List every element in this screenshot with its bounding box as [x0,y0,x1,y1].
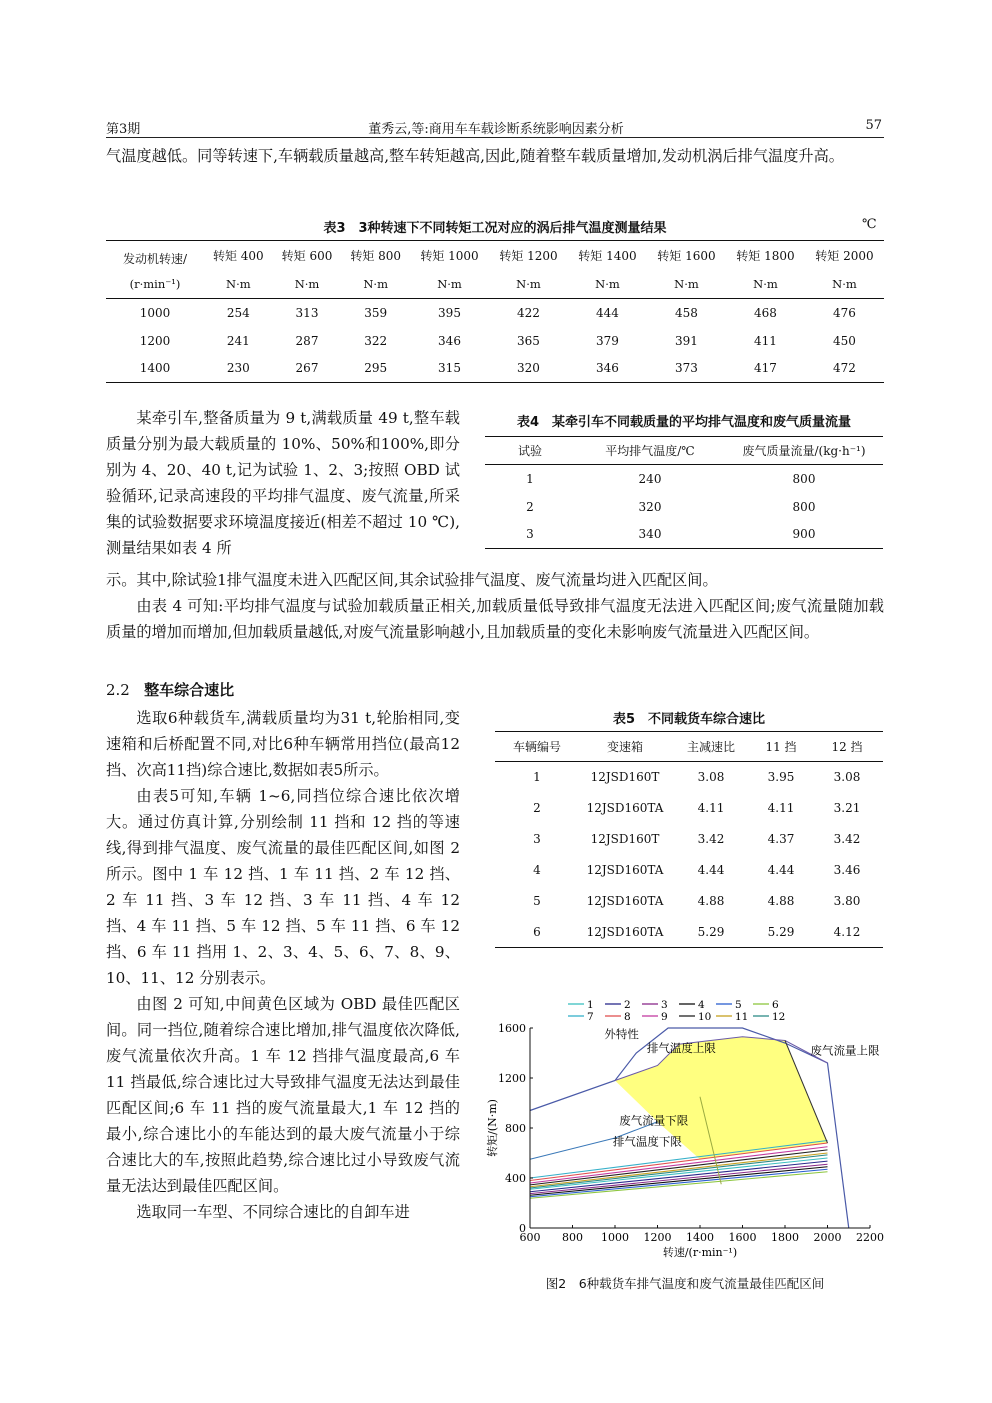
table-row [495,793,883,824]
table-row [106,299,884,327]
table-cell: 6 [533,924,541,939]
table3-header-col: 转矩 1000 [420,249,479,264]
table-cell: 3.46 [833,863,861,877]
table-cell: 458 [675,305,698,320]
series-line-9 [530,1147,828,1183]
legend-label-9: 9 [661,1011,668,1023]
table-row [495,762,883,793]
table-cell: 379 [596,333,619,348]
x-tick-label: 600 [519,1231,541,1244]
table-cell: 313 [295,305,319,320]
table3-header-col: 转矩 2000 [815,249,874,264]
legend-label-6: 6 [772,999,779,1011]
table4-header: 平均排气温度/℃ [605,444,695,458]
table4 [485,436,883,549]
table-cell: 900 [792,527,816,542]
series-line-8 [530,1143,828,1181]
table-cell: 4.11 [767,801,795,815]
table3-col-unit: N·m [516,277,541,292]
section-heading [106,679,234,700]
figure2-caption: 图2 6种载货车排气温度和废气流量最佳匹配区间 [545,1276,825,1291]
table-cell: 1000 [139,305,171,320]
table-cell: 391 [675,333,698,348]
paragraph-table5-analysis: 由表5可知,车辆 1~6,同挡位综合速比依次增大。通过仿真计算,分别绘制 11 挡和 12 挡的等速线,得到排气温度、废气流量的最佳匹配区间,如图 2 所示。图中 1 车 12 挡、1 车 11 挡、2 车 12 挡、2 车 11 挡、3 车 12 挡、3 车 11 挡、4 车 12 挡、4 车 11 挡、5 车 12 挡、5 车 11 挡、6 车 12 挡、6 车 11 挡用 1、2、3、4、5、6、7、8、9、10、11、12 分别表示。 [106,787,460,987]
table5-header: 变速箱 [606,740,643,754]
table3-header-col: 转矩 1400 [578,249,637,264]
table-cell: 12JSD160T [590,832,660,846]
table-cell: 4.88 [697,894,725,908]
legend-label-12: 12 [772,1011,786,1023]
table3-header-col: 转矩 1800 [736,249,795,264]
legend-label-1: 1 [587,999,594,1011]
table3-col-unit: N·m [595,277,620,292]
table5-header: 车辆编号 [512,740,561,754]
x-tick-label: 2000 [813,1231,842,1244]
table-cell: 468 [753,305,777,320]
table-cell: 450 [833,333,856,348]
table-row [495,886,883,917]
table-cell: 3.80 [833,894,861,908]
x-tick-label: 800 [562,1231,583,1244]
table-row [106,355,884,383]
header-rule [106,137,884,138]
table-cell: 12JSD160TA [586,801,664,815]
table3-caption: 表3 3种转速下不同转矩工况对应的涡后排气温度测量结果 [323,221,667,236]
table-row [485,521,883,549]
table-cell: 1200 [139,333,171,348]
table-row [485,493,883,521]
y-tick-label: 400 [505,1172,526,1185]
x-tick-label: 1000 [601,1231,629,1244]
table-cell: 254 [226,305,250,320]
table3-header-col: 转矩 800 [350,249,402,264]
table-cell: 12JSD160TA [586,924,664,939]
table-cell: 4 [533,863,541,877]
paragraph-table4-result: 示。其中,除试验1排气温度未进入匹配区间,其余试验排气温度、废气流量均进入匹配区间。 由表 4 可知:平均排气温度与试验加载质量正相关,加载质量低导致排气温度无法进入匹配区间;废气流量随加载质量的增加而增加,但加载质量越低,对废气流量影响越小,且加载质量的变化未影响废气流量进入匹配区间。 [106,571,884,641]
table-cell: 3 [533,832,541,846]
section-title: 整车综合速比 [144,681,235,699]
table-cell: 3.08 [833,770,861,785]
table-cell: 3.21 [833,801,861,815]
table-cell: 4.44 [697,863,725,877]
table-row [485,465,883,493]
table-cell: 422 [517,305,540,320]
table3 [106,240,884,383]
table-cell: 3.42 [833,832,861,846]
table3-col-unit: N·m [294,277,320,292]
series-line-10 [530,1150,828,1185]
table-row [495,855,883,886]
table-cell: 2 [526,499,534,514]
left-column-text [106,705,460,1225]
legend-label-4: 4 [698,999,705,1011]
table-cell: 5.29 [697,924,725,939]
table-cell: 267 [295,361,319,376]
table-cell: 4.88 [767,894,795,908]
table-cell: 800 [792,471,816,486]
legend-label-7: 7 [587,1011,594,1023]
table-cell: 315 [438,361,461,376]
x-tick-label: 1200 [643,1231,672,1244]
table3-col-unit: N·m [832,277,857,292]
annotation-exhaust-lower: 排气温度下限 [612,1134,682,1149]
table-cell: 4.12 [833,924,861,939]
y-tick-label: 0 [519,1222,526,1235]
table3-header-col: 转矩 1600 [657,249,716,264]
section-number: 2.2 [106,681,130,699]
table-cell: 5.29 [767,924,795,939]
series-line-3 [530,1164,828,1193]
y-tick-label: 1600 [498,1022,526,1035]
series-line-2 [530,1161,828,1192]
table5-caption: 表5 不同载货车综合速比 [612,712,766,727]
table-cell: 230 [226,361,250,376]
table5 [495,731,883,948]
table3-col-unit: N·m [363,277,388,292]
table-cell: 12JSD160T [590,770,660,785]
table3-col-unit: N·m [226,277,251,292]
table-cell: 800 [792,499,816,514]
table-row [495,917,883,948]
table3-header-speed-unit: (r·min⁻¹) [129,277,181,292]
legend-label-8: 8 [624,1011,631,1023]
paragraph-dumptruck: 选取同一车型、不同综合速比的自卸车进 [136,1203,410,1221]
table-cell: 3.95 [767,770,795,785]
table-cell: 444 [596,305,619,320]
running-title: 董秀云,等:商用车车载诊断系统影响因素分析 [368,122,624,137]
table-cell: 4.44 [767,863,795,877]
paragraph-selection: 选取6种载货车,满载质量均为31 t,轮胎相同,变速箱和后桥配置不同,对比6种车辆常用挡位(最高12挡、次高11挡)综合速比,数据如表5所示。 [106,709,460,779]
x-tick-label: 2200 [856,1231,884,1244]
table-cell: 12JSD160TA [586,863,664,877]
annotation-flow-lower: 废气流量下限 [619,1113,689,1128]
annotation-flow-upper: 废气流量上限 [810,1043,880,1058]
table-cell: 346 [438,333,461,348]
table-cell: 12JSD160TA [586,894,664,908]
table-cell: 411 [753,333,777,348]
table-cell: 395 [438,305,461,320]
table3-col-unit: N·m [674,277,699,292]
legend-label-10: 10 [698,1011,712,1023]
annotation-exhaust-upper: 排气温度上限 [646,1040,716,1055]
table-cell: 340 [638,527,662,542]
table4-header: 试验 [517,444,542,458]
table-cell: 295 [364,361,388,376]
page-number: 57 [865,118,882,133]
table-cell: 1 [526,471,534,486]
table5-header: 主减速比 [686,740,735,754]
table3-header-col: 转矩 600 [281,249,333,264]
annotation-external: 外特性 [604,1027,639,1041]
x-tick-label: 1400 [686,1231,714,1244]
table-cell: 3 [526,527,534,542]
figure2-chart [480,992,890,1272]
table-cell: 287 [295,333,319,348]
table3-col-unit: N·m [753,277,778,292]
table-cell: 4.37 [767,832,795,846]
legend-label-2: 2 [624,999,631,1011]
table-cell: 359 [364,305,388,320]
table-cell: 2 [533,801,541,815]
table3-header-col: 转矩 1200 [499,249,558,264]
table5-header: 11 挡 [765,740,797,754]
x-tick-label: 1800 [771,1231,799,1244]
table-row [106,327,884,355]
x-tick-label: 1600 [728,1231,757,1244]
legend-label-5: 5 [735,999,742,1011]
table-cell: 417 [753,361,777,376]
table4-caption: 表4 某牵引车不同载质量的平均排气温度和废气质量流量 [516,415,852,430]
table-cell: 322 [364,333,388,348]
table5-header: 12 挡 [831,740,863,754]
series-line-11 [530,1153,828,1187]
table-cell: 5 [533,894,541,908]
table-cell: 1400 [139,361,171,376]
paragraph-figure2-analysis: 由图 2 可知,中间黄色区域为 OBD 最佳匹配区间。同一挡位,随着综合速比增加,排气温度依次降低,废气流量依次升高。1 车 12 挡排气温度最高,6 车 11 挡最低,综合速比过大导致排气温度无法达到最佳匹配区间;6 车 11 挡的废气流量最大,1 车 12 挡的最小,综合速比小的车能达到的最大废气流量小于综合速比大的车,按照此趋势,综合速比过小导致废气流量无法达到最佳匹配区间。 [106,995,460,1195]
table4-header: 废气质量流量/(kg·h⁻¹) [742,444,866,458]
table-cell: 1 [533,770,541,785]
table3-unit: ℃ [862,217,877,232]
table-cell: 241 [226,333,250,348]
paragraph-tractor-test: 某牵引车,整备质量为 9 t,满载质量 49 t,整车载质量分别为最大载质量的 10%、50%和100%,即分别为 4、20、40 t,记为试验 1、2、3;按照 OBD 试验循环,记录高速段的平均排气温度、废气流量,所采集的试验数据要求环境温度接近(相差不超过 10 ℃),测量结果如表 4 所 [106,409,460,557]
table3-header-speed: 发动机转速/ [122,252,188,267]
x-axis-label: 转速/(r·min⁻¹) [662,1246,738,1259]
legend-label-3: 3 [661,999,668,1011]
table-cell: 3.08 [697,770,725,785]
journal-issue: 第3期 [106,122,141,137]
table3-col-unit: N·m [437,277,462,292]
table-cell: 3.42 [697,832,725,846]
table-cell: 365 [517,333,540,348]
table-row [495,824,883,855]
table-cell: 346 [596,361,619,376]
y-axis-label: 转矩/(N·m) [486,1099,499,1157]
table-cell: 373 [675,361,698,376]
y-tick-label: 800 [505,1122,526,1135]
table3-header-col: 转矩 400 [212,249,264,264]
table-cell: 240 [638,471,662,486]
legend-label-11: 11 [735,1011,749,1023]
table-cell: 476 [833,305,856,320]
table-cell: 4.11 [697,801,725,815]
table-cell: 472 [833,361,856,376]
table-cell: 320 [517,361,540,376]
intro-paragraph: 气温度越低。同等转速下,车辆载质量越高,整车转矩越高,因此,随着整车载质量增加,发动机涡后排气温度升高。 [106,147,844,165]
y-tick-label: 1200 [498,1072,526,1085]
table-cell: 320 [638,499,662,514]
